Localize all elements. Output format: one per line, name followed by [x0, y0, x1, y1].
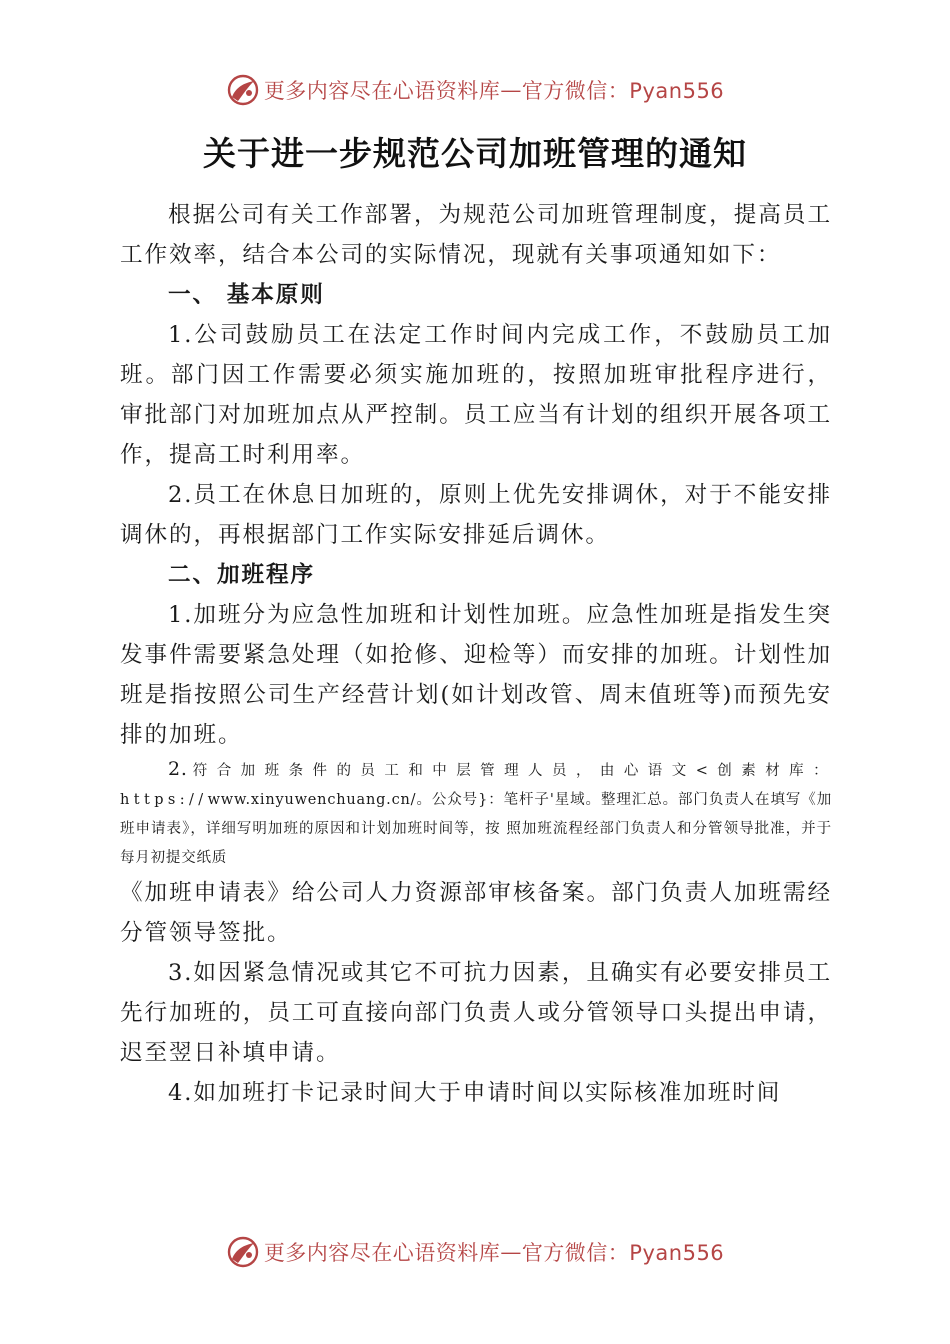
procedure-item-2-number: 2. [168, 758, 188, 780]
footer-banner [0, 1230, 950, 1274]
banner-text: 更多内容尽在心语资料库 [263, 1241, 501, 1265]
principle-item-1: 1.公司鼓励员工在法定工作时间内完成工作，不鼓励员工加班。部门因工作需要必须实施加班的，按照加班审批程序进行， 审批部门对加班加点从严控制。员工应当有计划的组织开展各项工作，提高工时利用率。 [120, 322, 832, 468]
procedure-item-2-spaced: 符合加班条件的员工和中层管理人员，由心语文<创素材库：https:// [120, 763, 832, 808]
principle-item-2: 2.员工在休息日加班的，原则上优先安排调休，对于不能安排调休的，再根据部门工作实际安排延后调休。 [120, 482, 832, 548]
banner-separator: — [500, 1240, 522, 1264]
banner-wechat: 官方微信：Pyan556 [521, 1241, 725, 1265]
section-heading-procedure: 二、加班程序 [168, 562, 315, 588]
document-title: 关于进一步规范公司加班管理的通知 [203, 134, 747, 173]
document-body [120, 195, 832, 1113]
banner-wechat: 官方微信：Pyan556 [521, 79, 725, 103]
banner-separator: — [500, 78, 522, 102]
banner-text: 更多内容尽在心语资料库 [263, 79, 501, 103]
procedure-item-3: 3.如因紧急情况或其它不可抗力因素，且确实有必要安排员工先行加班的，员工可直接向部门负责人或分管领导口头提出申请，迟至翌日补填申请。 [120, 960, 832, 1066]
header-banner [0, 68, 950, 112]
procedure-item-2-continued: 《加班申请表》给公司人力资源部审核备案。部门负责人加班需经分管领导签批。 [120, 880, 832, 946]
intro-paragraph: 根据公司有关工作部署，为规范公司加班管理制度，提高员工工作效率，结合本公司的实际情况，现就有关事项通知如下： [120, 202, 832, 268]
section-heading-principles: 一、 基本原则 [168, 282, 325, 308]
procedure-item-2-rest: www.xinyuwenchuang.cn/。公众号}：笔杆子'星域。整理汇总。部门负责人在填写《加班申请表》，详细写明加班的原因和计划加班时间等，按 照加班流程经部门负责人和分管领导批准，并于每月初提交纸质 [120, 792, 832, 866]
procedure-item-4: 4.如加班打卡记录时间大于申请时间以实际核准加班时间 [168, 1080, 782, 1106]
brand-logo-icon [226, 73, 260, 107]
procedure-item-2-small [120, 755, 832, 873]
brand-logo-icon [226, 1235, 260, 1269]
procedure-item-1: 1.加班分为应急性加班和计划性加班。应急性加班是指发生突发事件需要紧急处理（如抢修、迎检等）而安排的加班。计划性加班是指按照公司生产经营计划(如计划改管、周末值班等)而预先安排的加班。 [120, 602, 832, 748]
